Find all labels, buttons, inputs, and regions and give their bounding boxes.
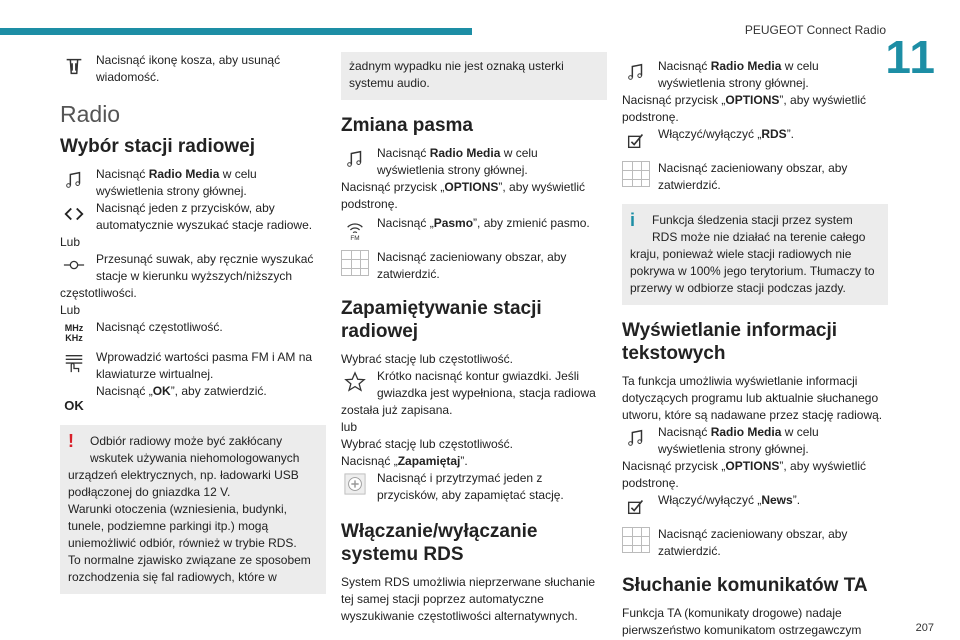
grid-shaded-icon [622,526,650,554]
step-frequency: MHz KHz Nacisnąć częstotliwość. [60,319,326,345]
heading-ta: Słuchanie komunikatów TA [622,575,868,596]
news-confirm-step: Nacisnąć zacieniowany obszar, aby zatwierdzić. [622,526,888,560]
music-note-icon [341,145,369,173]
page-number: 207 [915,622,934,634]
store-star-step: Krótko nacisnąć kontur gwiazdki. Jeśli gwiazdka jest wypełniona, stacja radiowa [341,368,607,402]
warning-box: ! Odbiór radiowy może być zakłócany wskutek używania niehomologowanych urządzeń elektrycznych, np. ładowarki USB podłączonej do gniazdka 12 V. Warunki otoczenia (wzniesienia, budynki, tunele, podziemne parkingi itp.) mogą uniemożliwić odbiór, również w trybie RDS. To normalne zjawisko związane ze sposobem rozchodzenia się fal radiowych, które w [60,425,326,594]
column-1: Nacisnąć ikonę kosza, aby usunąć wiadomość. Radio Wybór stacji radiowej Nacisnąć Radio Media w celu wyświetlenia strony głównej. Nacisnąć jeden z przycisków, aby automatycznie wyszukać stacje radiowe. Lub Przesunąć suwak, aby ręcznie wyszukać stacje w kierunku wyższych/niższych częstotliwości. Lub MHz KHz Nacisnąć częstotliwość. Wprowadzić wartości pasma FM i AM na klawiaturze wirtualnej. OK Nacisnąć „OK”, aby zatwierdzić. ! Odbiór radiowy może być zakłócany wskutek używania niehomologowanych urządzeń elektrycznych, np. ładowarki USB podłączonej do gniazdka 12 V. Warunki otoczenia (wzniesienia, budynki, tunele, podziemne parkingi itp.) mogą uniemożliwić odbiór, również w trybie RDS. To normalne zjawisko związane ze sposobem rozchodzenia się fal radiowych, które w [60,52,326,594]
step-slider: Przesunąć suwak, aby ręcznie wyszukać stacje w kierunku wyższych/niższych [60,251,326,285]
rds-step-1: Nacisnąć Radio Media w celu wyświetlenia strony głównej. [622,58,888,92]
grid-shaded-icon [622,160,650,188]
section-title: Radio [60,101,121,127]
mhz-khz-icon: MHz KHz [64,323,84,343]
checkbox-icon [622,492,650,520]
star-outline-icon [341,368,369,396]
header-accent-bar [0,28,472,35]
band-step-4: Nacisnąć zacieniowany obszar, aby zatwierdzić. [341,249,607,283]
heading-store: Zapamiętywanie stacji radiowej [341,298,542,342]
column-2: żadnym wypadku nie jest oznaką usterki systemu audio. Zmiana pasma Nacisnąć Radio Media w celu wyświetlenia strony głównej. Nacisnąć przycisk „OPTIONS”, aby wyświetlić podstronę. FM Nacisnąć „Pasmo”, aby zmienić pasmo. Nacisnąć zacieniowany obszar, aby zatwierdzić. Zapamiętywanie stacji radiowej Wybrać stację lub częstotliwość. Krótko nacisnąć kontur gwiazdki. Jeśli gwiazdka jest wypełniona, stacja radiowa została już zapisana. lub Wybrać stację lub częstotliwość. Nacisnąć „Zapamiętaj”. Nacisnąć i przytrzymać jeden z przycisków, aby zapamiętać stację. Włączanie/wyłączanie systemu RDS System RDS umożliwia nieprzerwane słuchanie tej samej stacji poprzez automatyczne wyszukiwanie częstotliwości alternatywnych. [341,52,607,625]
warning-icon: ! [68,431,74,451]
info-box: i Funkcja śledzenia stacji przez system RDS może nie działać na terenie całego kraju, ponieważ wiele stacji radiowych nie pokrywa w 100% jego terytorium. Tłumaczy to przerwy w odbiorze stacji podczas jazdy. [622,204,888,305]
page-header-title: PEUGEOT Connect Radio [744,23,886,37]
step-radio-media: Nacisnąć Radio Media w celu wyświetlenia strony głównej. [60,166,326,200]
warning-box-continued: żadnym wypadku nie jest oznaką usterki systemu audio. [341,52,607,100]
heading-band: Zmiana pasma [341,115,473,136]
heading-text-info: Wyświetlanie informacji tekstowych [622,320,838,364]
trash-icon [60,52,88,80]
plus-icon [341,470,369,498]
rds-confirm-step: Nacisnąć zacieniowany obszar, aby zatwierdzić. [622,160,888,194]
grid-shaded-icon [341,249,369,277]
music-note-icon [60,166,88,194]
svg-text:FM: FM [350,235,360,240]
info-icon: i [630,210,636,230]
step-keyboard: Wprowadzić wartości pasma FM i AM na klawiaturze wirtualnej. [60,349,326,383]
heading-select-station: Wybór stacji radiowej [60,136,255,157]
step-ok: OK Nacisnąć „OK”, aby zatwierdzić. [60,383,326,409]
band-step-3: FM Nacisnąć „Pasmo”, aby zmienić pasmo. [341,215,607,241]
keyboard-touch-icon [60,349,88,377]
trash-step: Nacisnąć ikonę kosza, aby usunąć wiadomość. [60,52,326,86]
news-toggle-step: Włączyć/wyłączyć „News”. [622,492,888,518]
music-note-icon [622,424,650,452]
news-step-1: Nacisnąć Radio Media w celu wyświetlenia strony głównej. [622,424,888,458]
chapter-number: 11 [885,31,936,83]
ok-icon: OK [64,397,84,413]
band-step-1: Nacisnąć Radio Media w celu wyświetlenia strony głównej. [341,145,607,179]
music-note-icon [622,58,650,86]
slider-icon [60,251,88,279]
fm-band-icon [341,215,369,243]
column-3: Nacisnąć Radio Media w celu wyświetlenia strony głównej. Nacisnąć przycisk „OPTIONS”, aby wyświetlić podstronę. Włączyć/wyłączyć „RDS”. Nacisnąć zacieniowany obszar, aby zatwierdzić. i Funkcja śledzenia stacji przez system RDS może nie działać na terenie całego kraju, ponieważ wiele stacji radiowych nie pokrywa w 100% jego terytorium. Tłumaczy to przerwy w odbiorze stacji podczas jazdy. Wyświetlanie informacji tekstowych Ta funkcja umożliwia wyświetlanie informacji dotyczących programu lub aktualnie słuchanego utworu, które są nadawane przez stację radiową. Nacisnąć Radio Media w celu wyświetlenia strony głównej. Nacisnąć przycisk „OPTIONS”, aby wyświetlić podstronę. Włączyć/wyłączyć „News”. Nacisnąć zacieniowany obszar, aby zatwierdzić. Słuchanie komunikatów TA Funkcja TA (komunikaty drogowe) nadaje pierwszeństwo komunikatom ostrzegawczym [622,58,888,639]
heading-rds: Włączanie/wyłączanie systemu RDS [341,521,538,565]
rds-toggle-step: Włączyć/wyłączyć „RDS”. [622,126,888,152]
step-auto-search: Nacisnąć jeden z przycisków, aby automatycznie wyszukać stacje radiowe. [60,200,326,234]
checkbox-icon [622,126,650,154]
store-hold-step: Nacisnąć i przytrzymać jeden z przycisków, aby zapamiętać stację. [341,470,607,504]
chevron-pair-icon [60,200,88,228]
